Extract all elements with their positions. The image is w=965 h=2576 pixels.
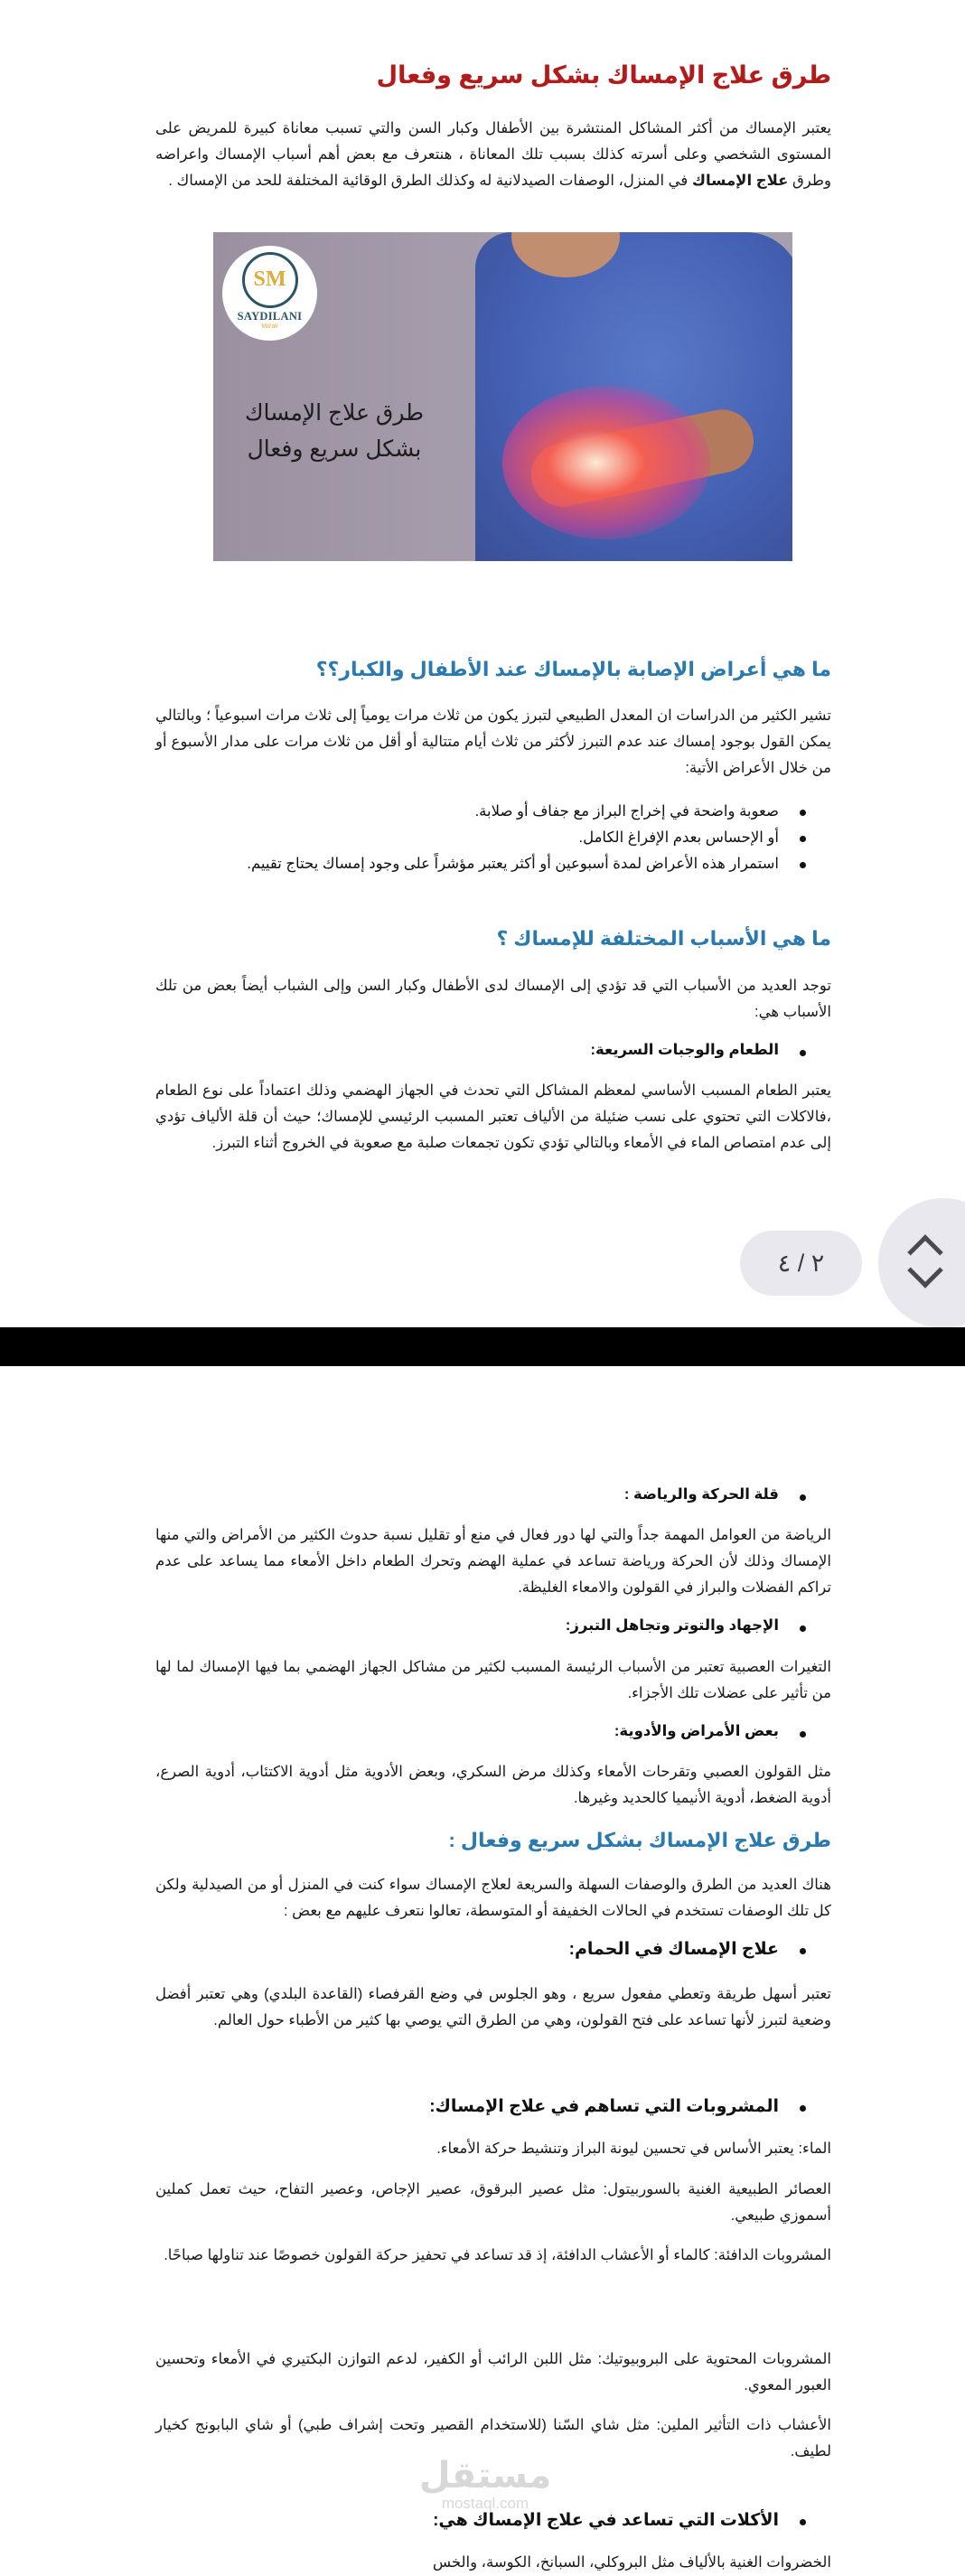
saydilani-logo <box>222 246 317 341</box>
drink-item: العصائر الطبيعية الغنية بالسوربيتول: مثل عصير البرقوق، عصير الإجاص، وعصير التفاح، حيث تعمل كملين أسموزي طبيعي. <box>155 2181 831 2224</box>
cause-stress-text: التغيرات العصبية تعتبر من الأسباب الرئيسة المسبب لكثير من مشاكل الجهاز الهضمي بما فيها الإمساك لما لها من تأثير على عضلات تلك الأجزاء. <box>155 1659 831 1701</box>
cause-exercise-label: قلة الحركة والرياضة : <box>624 1485 831 1503</box>
drink-item: المشروبات الدافئة: كالماء أو الأعشاب الدافئة، إذ قد تساعد في تحفيز حركة القولون خصوصًا عند تناولها صباحًا. <box>164 2247 831 2263</box>
cause-diseases-text: مثل القولون العصبي وتقرحات الأمعاء وكذلك مرض السكري، وبعض الأدوية مثل أدوية الاكتئاب، أدوية الصرع، أدوية الضغط، أدوية الأنيميا كالحديد وغيرها. <box>155 1764 831 1806</box>
cause-stress-label: الإجهاد والتوتر وتجاهل التبرز: <box>566 1616 831 1635</box>
intro-paragraph <box>155 116 831 194</box>
logo-tagline: Ma'ak <box>261 323 278 330</box>
symptom-item: أو الإحساس بعدم الإفراغ الكامل. <box>155 825 831 851</box>
intro-text-start: يعتبر الإمساك من أكثر المشاكل المنتشرة بين الأطفال وكبار السن والتي تسبب معاناة كبيرة للمريض على المستوى الشخصي وعلى أسرته كذلك بسبب تلك المعاناة ، هنتعرف مع بعض أهم أسباب الإمساك واعراضه وطرق <box>155 120 831 189</box>
drink-item-section <box>155 2177 831 2229</box>
drink-item: الأعشاب ذات التأثير الملين: مثل شاي السّنا (للاستخدام القصير وتحت إشراف طبي) أو شاي البابونج كخيار لطيف. <box>155 2417 831 2459</box>
cause-stress-section <box>155 1654 831 1707</box>
page-indicator: ٢ / ٤ <box>740 1231 862 1296</box>
treatment-paragraph: هناك العديد من الطرق والوصفات السهلة والسريعة لعلاج الإمساك سواء كنت في المنزل أو من الصيدلية ولكن كل تلك الوصفات تستخدم في الحالات الخفيفة أو المتوسطة، تعالوا نتعرف عليهم مع بعض : <box>155 1877 831 1919</box>
symptoms-list <box>155 799 831 877</box>
causes-heading: ما هي الأسباب المختلفة للإمساك ؟ <box>496 927 831 950</box>
intro-section <box>155 116 831 194</box>
treatment-bathroom-text: تعتبر أسهل طريقة وتعطي مفعول سريع ، وهو الجلوس في وضع القرفصاء (القاعدة البلدي) وهي تعتبر أفضل وضعية لتبرز لأنها تساعد على فتح القولون، وهي من الطرق التي يوصي بها كثير من الأطباء حول العالم. <box>155 1986 831 2028</box>
treatment-foods-first-line: الخضروات الغنية بالألياف مثل البروكلي، السبانخ، الكوسة، والخس <box>432 2554 831 2571</box>
hero-image <box>213 232 792 561</box>
cause-exercise-section <box>155 1522 831 1601</box>
hero-intestine-glow <box>502 386 710 539</box>
cause-diseases-label: بعض الأمراض والأدوية: <box>614 1722 831 1740</box>
hero-caption: طرق علاج الإمساك بشكل سريع وفعال <box>244 400 425 462</box>
drink-item: المشروبات المحتوية على البروبيوتيك: مثل اللبن الرائب أو الكفير، لدعم التوازن البكتيري في الأمعاء وتحسين العبور المعوي. <box>155 2351 831 2393</box>
page-scroll-button[interactable] <box>878 1198 965 1328</box>
treatment-bathroom-section <box>155 1981 831 2034</box>
treatment-intro <box>155 1872 831 1925</box>
symptom-item: استمرار هذه الأعراض لمدة أسبوعين أو أكثر يعتبر مؤشراً على وجود إمساك يحتاج تقييم. <box>155 851 831 877</box>
watermark-arabic: مستقل <box>418 2456 552 2496</box>
symptoms-paragraph: تشير الكثير من الدراسات ان المعدل الطبيعي لتبرز يكون من ثلاث مرات يومياً إلى ثلاث مرات اسبوعياً ؛ وبالتالي يمكن القول بوجود إمساك عند عدم التبرز لأكثر من ثلاث أيام متتالية أو أقل من ثلاث مرات على مدار الأسبوع أو من خلال الأعراض الأتية: <box>155 707 831 776</box>
causes-paragraph: توجد العديد من الأسباب التي قد تؤدي إلى الإمساك لدى الأطفال وكبار السن وإلى الشباب أيضاً بعض من تلك الأسباب هي: <box>155 978 831 1020</box>
symptoms-heading: ما هي أعراض الإصابة بالإمساك عند الأطفال والكبار؟؟ <box>315 658 831 680</box>
page-break-divider <box>0 1327 965 1366</box>
treatment-heading: طرق علاج الإمساك بشكل سريع وفعال : <box>448 1829 831 1851</box>
logo-brand: SAYDILANI <box>237 309 303 323</box>
mostaql-watermark <box>417 2456 553 2512</box>
drink-item-section <box>155 2347 831 2399</box>
article-title: طرق علاج الإمساك بشكل سريع وفعال <box>376 61 831 89</box>
cause-food-label: الطعام والوجبات السريعة: <box>591 1041 831 1059</box>
cause-food-section <box>155 1078 831 1157</box>
cause-diseases-section <box>155 1759 831 1812</box>
symptom-item: صعوبة واضحة في إخراج البراز مع جفاف أو صلابة. <box>155 799 831 825</box>
cause-exercise-text: الرياضة من العوامل المهمة جداً والتي لها دور فعال في منع أو تقليل نسبة حدوث الكثير من الأمراض والتي منها الإمساك وذلك لأن الحركة ورياضة تساعد في عملية الهضم وتحرك الطعام داخل الأمعاء مما يساعد على عدم تراكم الفضلات والبراز في القولون والامعاء الغليظة. <box>155 1527 831 1596</box>
treatment-drinks-label: المشروبات التي تساهم في علاج الإمساك: <box>429 2096 831 2117</box>
symptoms-section <box>155 703 831 877</box>
logo-initials: SM <box>242 252 298 308</box>
cause-food-text: يعتبر الطعام المسبب الأساسي لمعظم المشاكل التي تحدث في الجهاز الهضمي وذلك اعتماداً على نوع الطعام ،فالاكلات التي تحتوي على نسب ضئيلة من الألياف تعتبر المسبب الرئيسي للإمساك؛ حيث أن قلة الألياف تؤدي إلى عدم امتصاص الماء في الأمعاء وبالتالي تؤدي تكون تجمعات صلبة مع صعوبة في الخروج أثناء التبرز. <box>155 1082 831 1151</box>
intro-bold-keyword: علاج الإمساك <box>691 173 789 189</box>
drink-item-section <box>155 2243 831 2269</box>
treatment-foods-section <box>155 2550 831 2576</box>
treatment-foods-label: الأكلات التي تساعد في علاج الإمساك هي: <box>433 2510 831 2531</box>
drink-item: الماء: يعتبر الأساس في تحسين ليونة البراز وتنشيط حركة الأمعاء. <box>436 2140 831 2157</box>
treatment-bathroom-label: علاج الإمساك في الحمام: <box>569 1939 831 1960</box>
intro-text-end: في المنزل، الوصفات الصيدلانية له وكذلك الطرق الوقائية المختلفة للحد من الإمساك . <box>168 173 692 189</box>
causes-intro <box>155 973 831 1026</box>
drink-item-section <box>155 2136 831 2162</box>
watermark-latin: mostaql.com <box>441 2495 529 2512</box>
